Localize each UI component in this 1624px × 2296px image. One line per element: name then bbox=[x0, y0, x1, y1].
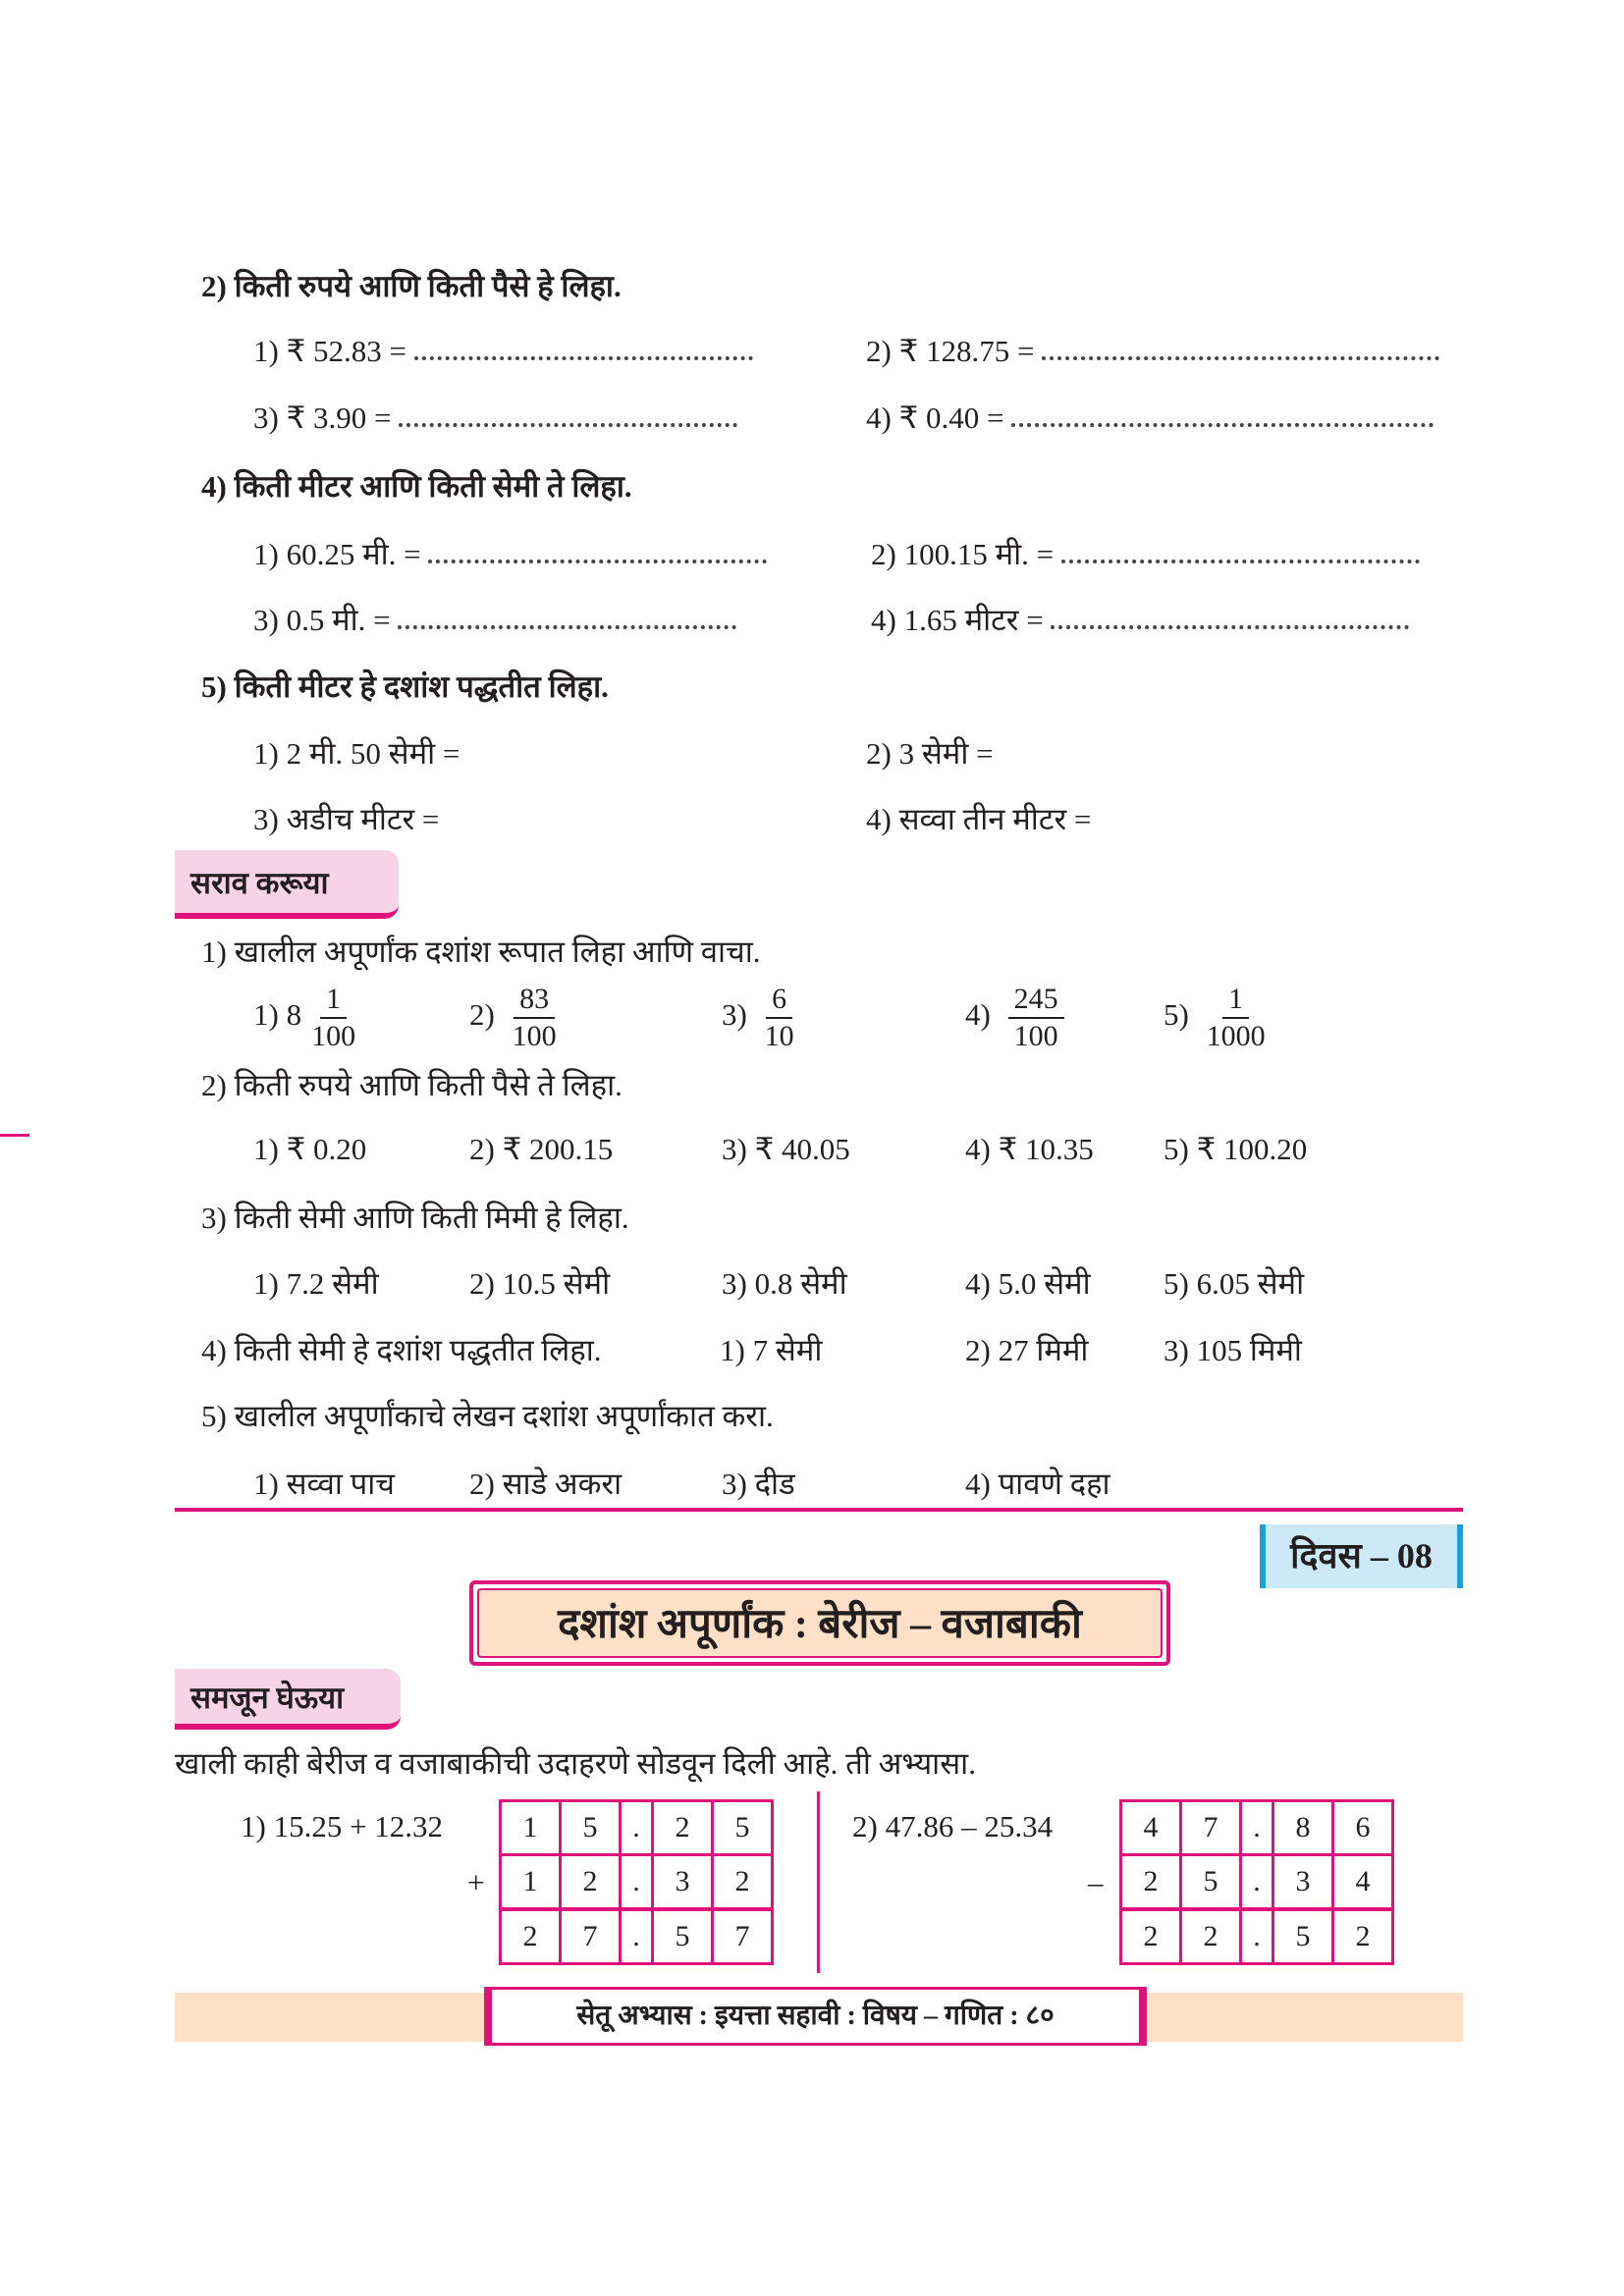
digit-cell: 4 bbox=[1121, 1801, 1181, 1855]
digit-cell: 1 bbox=[501, 1855, 561, 1910]
digit-cell: . bbox=[621, 1855, 653, 1910]
p1-heading: 1) खालील अपूर्णांक दशांश रूपात लिहा आणि वाचा. bbox=[201, 934, 761, 969]
digit-cell: 3 bbox=[1273, 1855, 1333, 1910]
q5-heading: 5) किती मीटर हे दशांश पद्धतीत लिहा. bbox=[201, 669, 609, 704]
q4-item: 1) 60.25 मी. = bbox=[253, 533, 767, 574]
p4-item: 2) 27 मिमी bbox=[965, 1333, 1089, 1367]
learn-tab: समजून घेऊया bbox=[175, 1669, 401, 1730]
q2-item: 1) ₹ 52.83 = bbox=[253, 334, 753, 369]
footer-label: सेतू अभ्यास : इयत्ता सहावी : विषय – गणित : ८० bbox=[484, 1987, 1147, 2046]
denominator: 1000 bbox=[1206, 1020, 1266, 1052]
item-number: 1) bbox=[253, 997, 279, 1033]
numerator: 245 bbox=[1008, 982, 1064, 1019]
answer-blank[interactable] bbox=[398, 617, 736, 629]
fraction-item bbox=[1164, 982, 1266, 1054]
digit-cell: 5 bbox=[561, 1801, 621, 1855]
digit-cell: 2 bbox=[653, 1801, 713, 1855]
day-badge: दिवस – 08 bbox=[1260, 1524, 1463, 1588]
q2-heading: 2) किती रुपये आणि किती पैसे हे लिहा. bbox=[201, 269, 622, 303]
subtraction-grid bbox=[1119, 1799, 1394, 1965]
digit-cell: 5 bbox=[1273, 1909, 1333, 1964]
p2-item: 4) ₹ 10.35 bbox=[965, 1132, 1094, 1166]
q4-item: 2) 100.15 मी. = bbox=[871, 533, 1420, 574]
p5-item: 2) साडे अकरा bbox=[469, 1467, 623, 1501]
p2-item: 3) ₹ 40.05 bbox=[722, 1132, 850, 1166]
operand-row bbox=[501, 1855, 773, 1910]
fraction-item bbox=[722, 982, 794, 1054]
digit-cell: 3 bbox=[653, 1855, 713, 1910]
digit-cell: 2 bbox=[1121, 1855, 1181, 1910]
q5-item: 2) 3 सेमी = bbox=[866, 736, 994, 771]
digit-cell: . bbox=[1241, 1855, 1273, 1910]
numerator: 83 bbox=[514, 982, 555, 1019]
addition-grid bbox=[499, 1799, 774, 1965]
p3-item: 5) 6.05 सेमी bbox=[1164, 1266, 1305, 1301]
fraction bbox=[1008, 982, 1064, 1054]
q5-item: 1) 2 मी. 50 सेमी = bbox=[253, 736, 460, 771]
margin-mark bbox=[0, 1134, 29, 1137]
digit-cell: 7 bbox=[713, 1909, 773, 1964]
result-row bbox=[501, 1909, 773, 1964]
q2-item: 4) ₹ 0.40 = bbox=[866, 400, 1434, 436]
digit-cell: 7 bbox=[561, 1909, 621, 1964]
p3-item: 3) 0.8 सेमी bbox=[722, 1266, 847, 1301]
answer-blank[interactable] bbox=[1042, 348, 1439, 360]
digit-cell: 2 bbox=[1181, 1909, 1241, 1964]
p2-heading: 2) किती रुपये आणि किती पैसे ते लिहा. bbox=[201, 1068, 623, 1102]
p2-item: 5) ₹ 100.20 bbox=[1164, 1132, 1308, 1166]
digit-cell: 2 bbox=[561, 1855, 621, 1910]
q2-item: 3) ₹ 3.90 = bbox=[253, 400, 737, 436]
answer-blank[interactable] bbox=[428, 552, 767, 563]
fraction bbox=[1207, 982, 1266, 1054]
numerator: 6 bbox=[766, 982, 792, 1019]
operand-row bbox=[1121, 1855, 1393, 1910]
whole-part: 8 bbox=[286, 997, 302, 1033]
digit-cell: 5 bbox=[713, 1801, 773, 1855]
digit-cell: 1 bbox=[501, 1801, 561, 1855]
p4-heading: 4) किती सेमी हे दशांश पद्धतीत लिहा. bbox=[201, 1333, 602, 1367]
answer-blank[interactable] bbox=[1061, 552, 1420, 563]
practice-tab: सराव करूया bbox=[175, 850, 399, 919]
fraction-item bbox=[965, 982, 1064, 1054]
p4-item: 1) 7 सेमी bbox=[720, 1333, 823, 1367]
digit-cell: 7 bbox=[1181, 1801, 1241, 1855]
item-number: 3) bbox=[722, 997, 747, 1033]
fraction bbox=[513, 982, 557, 1054]
p4-item: 3) 105 मिमी bbox=[1164, 1333, 1302, 1367]
p2-item: 2) ₹ 200.15 bbox=[469, 1132, 614, 1166]
item-number: 2) bbox=[469, 997, 495, 1033]
digit-cell: . bbox=[621, 1801, 653, 1855]
example-divider bbox=[817, 1791, 820, 1973]
p5-item: 4) पावणे दहा bbox=[965, 1467, 1110, 1501]
digit-cell: 2 bbox=[713, 1855, 773, 1910]
item-number: 4) bbox=[965, 997, 991, 1033]
p3-heading: 3) किती सेमी आणि किती मिमी हे लिहा. bbox=[201, 1201, 629, 1235]
fraction-item bbox=[469, 982, 557, 1054]
digit-cell: . bbox=[1241, 1801, 1273, 1855]
fraction bbox=[311, 982, 355, 1054]
digit-cell: 4 bbox=[1333, 1855, 1393, 1910]
example1-label: 1) 15.25 + 12.32 bbox=[241, 1809, 444, 1843]
digit-cell: 5 bbox=[653, 1909, 713, 1964]
numerator: 1 bbox=[320, 982, 347, 1019]
answer-blank[interactable] bbox=[414, 348, 753, 360]
item-number: 5) bbox=[1164, 997, 1189, 1033]
answer-blank[interactable] bbox=[1011, 415, 1434, 427]
result-row bbox=[1121, 1909, 1393, 1964]
answer-blank[interactable] bbox=[399, 415, 737, 427]
q4-item: 3) 0.5 मी. = bbox=[253, 599, 736, 640]
minus-sign: – bbox=[1088, 1865, 1104, 1899]
q4-heading: 4) किती मीटर आणि किती सेमी ते लिहा. bbox=[201, 469, 632, 504]
q5-item: 4) सव्वा तीन मीटर = bbox=[866, 802, 1092, 836]
fraction bbox=[765, 982, 794, 1054]
denominator: 10 bbox=[764, 1020, 794, 1052]
denominator: 100 bbox=[1013, 1020, 1058, 1052]
numerator: 1 bbox=[1222, 982, 1249, 1019]
digit-cell: 2 bbox=[501, 1909, 561, 1964]
q4-item: 4) 1.65 मीटर = bbox=[871, 599, 1409, 640]
title-frame bbox=[469, 1580, 1170, 1666]
example2-label: 2) 47.86 – 25.34 bbox=[852, 1809, 1054, 1843]
digit-cell: . bbox=[1241, 1909, 1273, 1964]
q5-item: 3) अडीच मीटर = bbox=[253, 802, 440, 836]
digit-cell: 2 bbox=[1121, 1909, 1181, 1964]
p5-heading: 5) खालील अपूर्णांकाचे लेखन दशांश अपूर्णांकात करा. bbox=[201, 1399, 774, 1433]
p3-item: 4) 5.0 सेमी bbox=[965, 1266, 1091, 1301]
answer-blank[interactable] bbox=[1051, 617, 1409, 629]
digit-cell: 2 bbox=[1333, 1909, 1393, 1964]
page-title: दशांश अपूर्णांक : बेरीज – वजाबाकी bbox=[477, 1588, 1163, 1658]
plus-sign: + bbox=[467, 1865, 485, 1899]
p5-item: 1) सव्वा पाच bbox=[253, 1467, 395, 1501]
section-divider bbox=[175, 1508, 1463, 1512]
digit-cell: . bbox=[621, 1909, 653, 1964]
digit-cell: 8 bbox=[1273, 1801, 1333, 1855]
intro-text: खाली काही बेरीज व वजाबाकीची उदाहरणे सोडवून दिली आहे. ती अभ्यासा. bbox=[175, 1746, 976, 1781]
denominator: 100 bbox=[512, 1020, 557, 1052]
p5-item: 3) दीड bbox=[722, 1467, 795, 1501]
operand-row bbox=[1121, 1801, 1393, 1855]
denominator: 100 bbox=[311, 1020, 356, 1052]
p3-item: 2) 10.5 सेमी bbox=[469, 1266, 611, 1301]
fraction-item bbox=[253, 982, 355, 1054]
p3-item: 1) 7.2 सेमी bbox=[253, 1266, 379, 1301]
q2-item: 2) ₹ 128.75 = bbox=[866, 334, 1439, 369]
digit-cell: 5 bbox=[1181, 1855, 1241, 1910]
operand-row bbox=[501, 1801, 773, 1855]
p2-item: 1) ₹ 0.20 bbox=[253, 1132, 367, 1166]
digit-cell: 6 bbox=[1333, 1801, 1393, 1855]
